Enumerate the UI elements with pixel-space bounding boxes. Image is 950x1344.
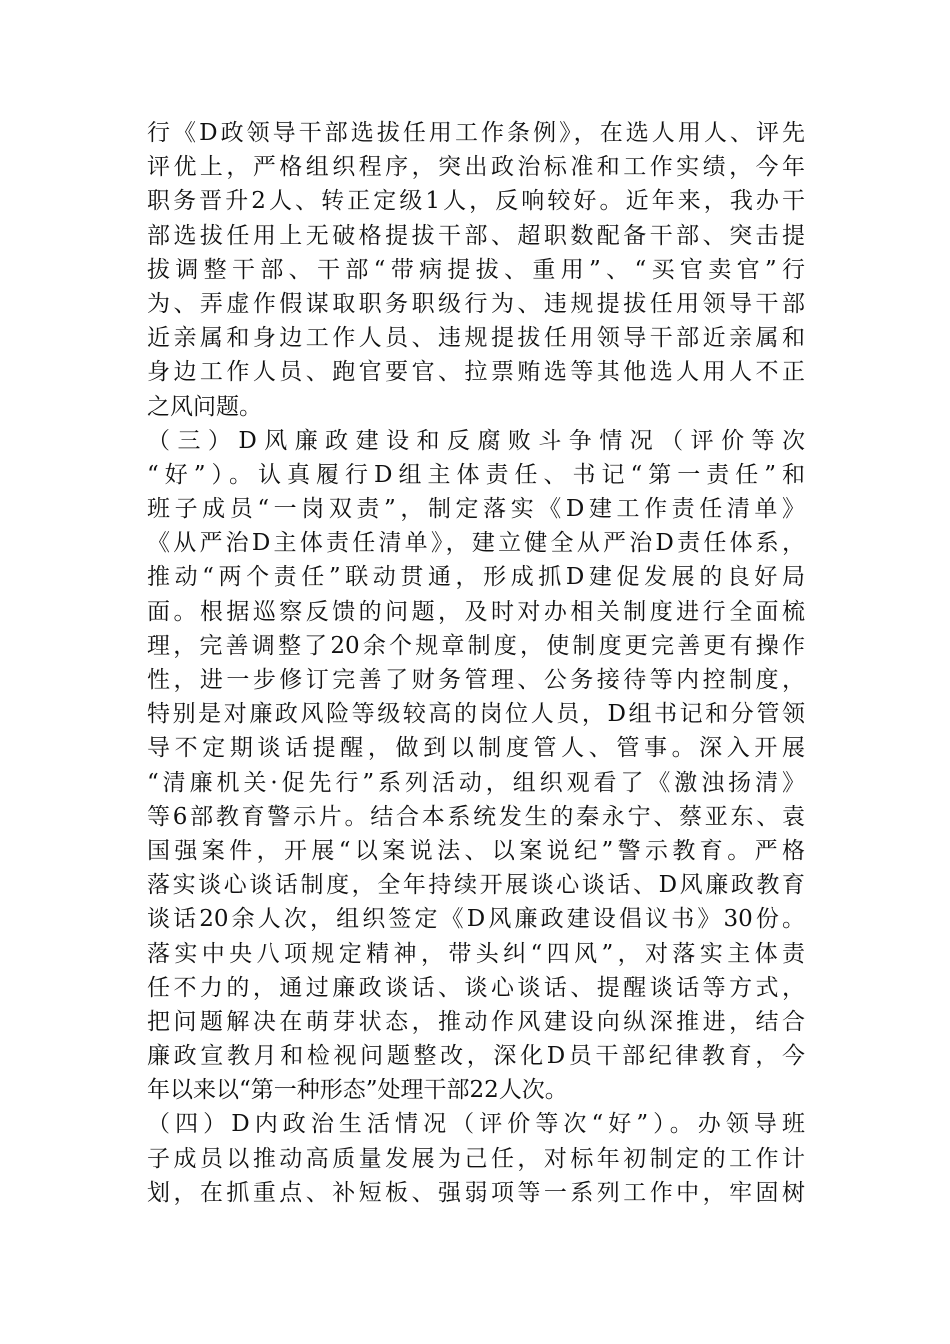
text-line: 子成员以推动高质量发展为己任，对标年初制定的工作计 [147,1145,805,1172]
text-line: 把问题解决在萌芽状态，推动作风建设向纵深推进，结合 [147,1008,805,1035]
text-line: 落实中央八项规定精神，带头纠“四风”，对落实主体责 [147,940,805,967]
text-line: 《从严治D主体责任清单》，建立健全从严治D责任体系， [147,530,805,557]
section-heading-line: （四）D内政治生活情况（评价等次“好”）。办领导班 [147,1111,805,1138]
text-line: 推动“两个责任”联动贯通，形成抓D建促发展的良好局 [147,564,805,591]
text-line: 之风问题。 [147,393,262,420]
text-line: 近亲属和身边工作人员、违规提拔任用领导干部近亲属和 [147,325,805,352]
text-line: 面。根据巡察反馈的问题，及时对办相关制度进行全面梳 [147,598,805,625]
text-line: 理，完善调整了20余个规章制度，使制度更完善更有操作 [147,632,805,659]
text-line: 落实谈心谈话制度，全年持续开展谈心谈话、D风廉政教育 [147,872,805,899]
body-text [147,116,805,1210]
text-line: 为、弄虚作假谋取职务职级行为、违规提拔任用领导干部 [147,290,805,317]
text-line: 谈话20余人次，组织签定《D风廉政建设倡议书》30份。 [147,906,805,933]
text-line: 等6部教育警示片。结合本系统发生的秦永宁、蔡亚东、袁 [147,803,805,830]
text-line: 特别是对廉政风险等级较高的岗位人员，D组书记和分管领 [147,701,805,728]
text-line: 评优上，严格组织程序，突出政治标准和工作实绩，今年 [147,154,805,181]
text-line: 年以来以“第一种形态”处理干部22人次。 [147,1077,568,1104]
text-line: 任不力的，通过廉政谈话、谈心谈话、提醒谈话等方式， [147,974,805,1001]
text-line: 划，在抓重点、补短板、强弱项等一系列工作中，牢固树 [147,1179,805,1206]
text-line: 廉政宣教月和检视问题整改，深化D员干部纪律教育，今 [147,1043,805,1070]
text-line: “好”）。认真履行D组主体责任、书记“第一责任”和 [147,461,805,488]
text-line: 行《D政领导干部选拔任用工作条例》，在选人用人、评先 [147,120,805,146]
text-line: 导不定期谈话提醒，做到以制度管人、管事。深入开展 [147,735,805,762]
text-line: 职务晋升2人、转正定级1人，反响较好。近年来，我办干 [147,188,805,215]
text-line: “清廉机关·促先行”系列活动，组织观看了《激浊扬清》 [147,769,805,796]
section-heading-line: （三）D风廉政建设和反腐败斗争情况（评价等次 [147,427,805,454]
text-line: 身边工作人员、跑官要官、拉票贿选等其他选人用人不正 [147,359,805,386]
text-line: 班子成员“一岗双责”，制定落实《D建工作责任清单》 [147,496,805,523]
text-line: 性，进一步修订完善了财务管理、公务接待等内控制度， [147,667,805,693]
text-line: 国强案件，开展“以案说法、以案说纪”警示教育。严格 [147,837,805,864]
text-line: 拔调整干部、干部“带病提拔、重用”、“买官卖官”行 [147,256,805,283]
text-line: 部选拔任用上无破格提拔干部、超职数配备干部、突击提 [147,222,805,249]
